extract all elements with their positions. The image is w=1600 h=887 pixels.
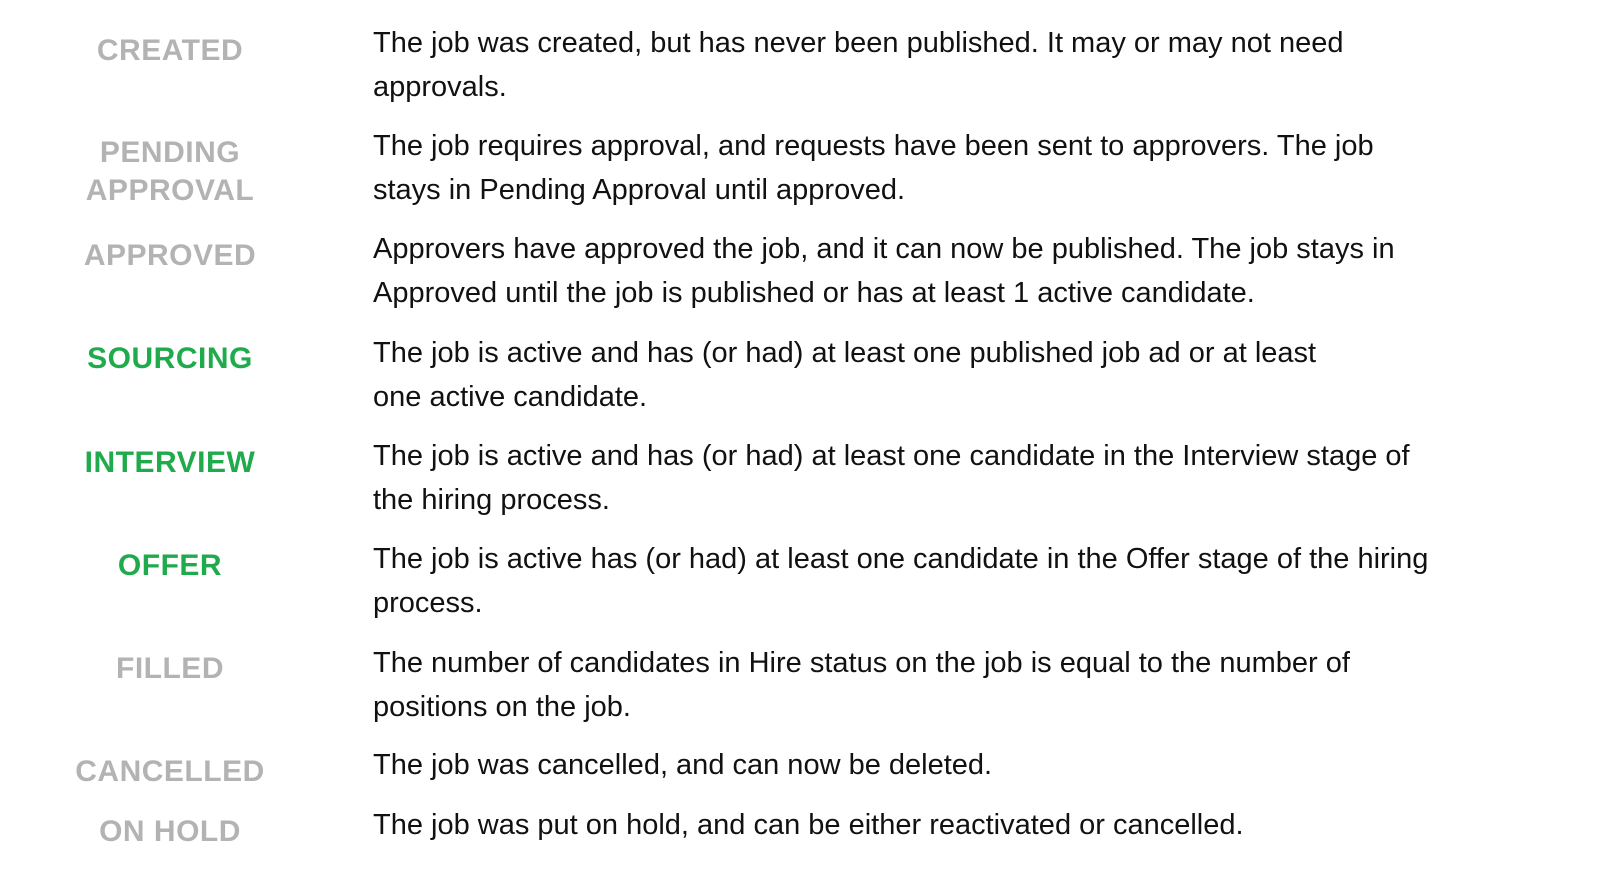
status-label-pending-approval: PENDING APPROVAL [85,136,255,207]
status-label-on-hold: ON HOLD [99,815,241,848]
status-description-on-hold: The job was put on hold, and can be either reactivated or cancelled. [373,809,1244,841]
status-label-cancelled: CANCELLED [75,755,265,788]
status-description-approved: Approvers have approved the job, and it can now be published. The job stays in Approved until the job is published or has at least 1 active candidate. [373,233,1395,309]
status-description-filled: The number of candidates in Hire status on the job is equal to the number of positions on the job. [373,647,1350,723]
status-label-interview: INTERVIEW [84,446,256,479]
status-description-cancelled: The job was cancelled, and can now be deleted. [373,749,993,781]
status-description-interview: The job is active and has (or had) at least one candidate in the Interview stage of the hiring process. [373,440,1410,516]
status-label-offer: OFFER [117,549,223,582]
status-description-pending-approval: The job requires approval, and requests have been sent to approvers. The job stays in Pending Approval until approved. [373,130,1374,206]
status-label-sourcing: SOURCING [87,342,253,375]
status-description-offer: The job is active has (or had) at least one candidate in the Offer stage of the hiring process. [373,543,1429,619]
status-label-approved: APPROVED [83,239,257,272]
status-label-filled: FILLED [116,652,224,685]
status-description-created: The job was created, but has never been published. It may or may not need approvals. [373,27,1344,103]
status-label-created: CREATED [96,34,244,67]
status-description-sourcing: The job is active and has (or had) at least one published job ad or at least one active candidate. [373,337,1317,413]
